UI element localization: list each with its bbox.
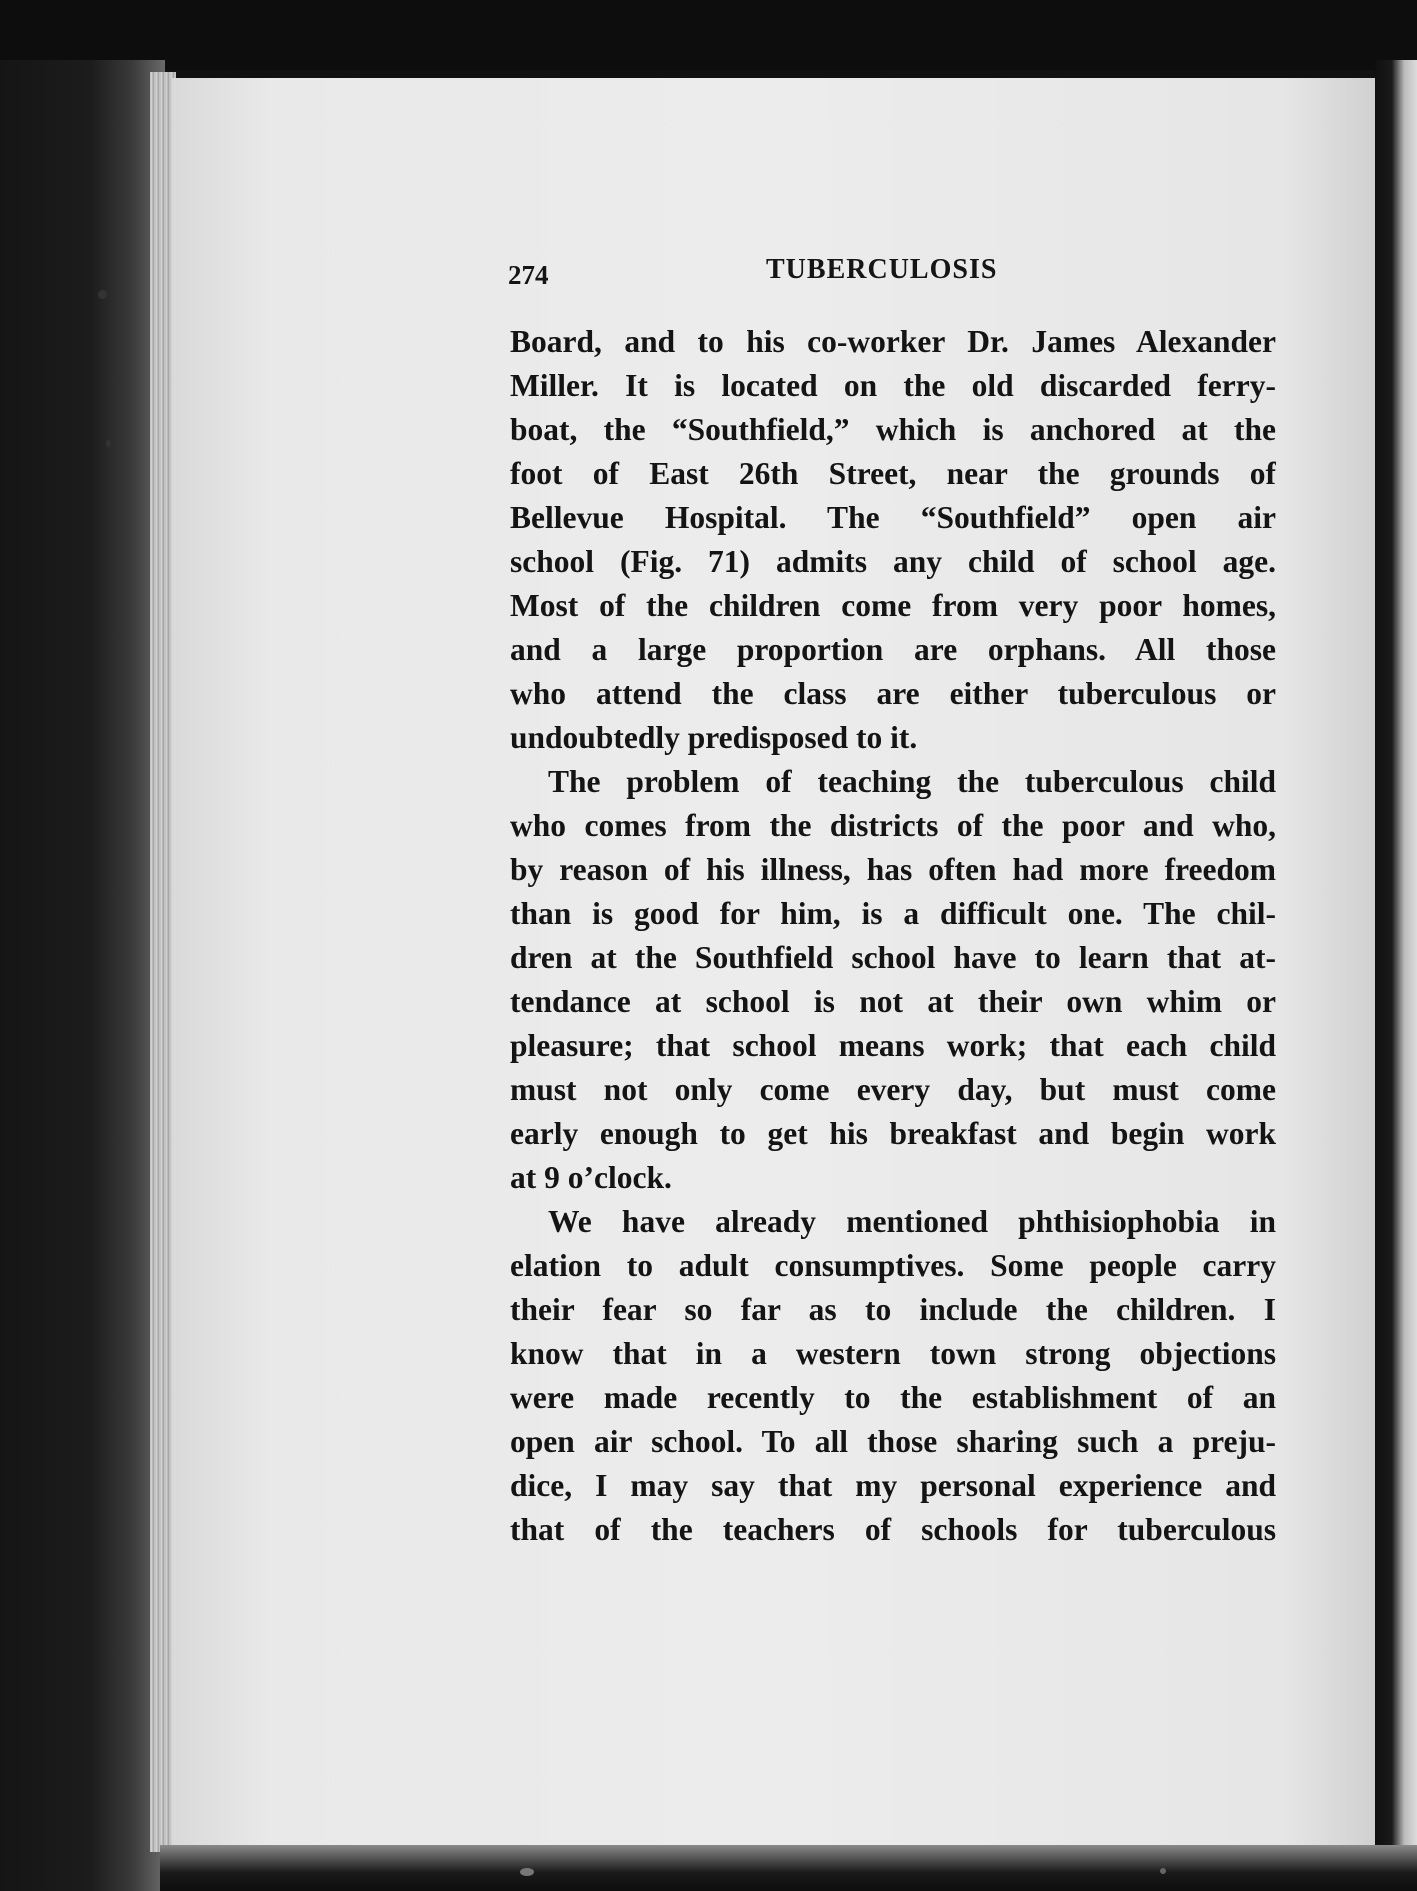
dust-speck [98,290,107,299]
text-line: tendance at school is not at their own whim or [510,984,1276,1019]
text-line: their fear so far as to include the children. I [510,1292,1276,1327]
text-line: elation to adult consumptives. Some people carry [510,1248,1276,1283]
text-line: pleasure; that school means work; that each child [510,1028,1276,1063]
text-line: The problem of teaching the tuberculous child [548,764,1276,799]
text-line: who comes from the districts of the poor and who, [510,808,1276,843]
page-header [508,254,1266,294]
text-line: We have already mentioned phthisiophobia in [548,1204,1276,1239]
text-line: Bellevue Hospital. The “Southfield” open air [510,500,1276,535]
running-head: TUBERCULOSIS [766,254,998,285]
scan-right-border [1375,60,1417,1891]
body-text [510,320,1276,1552]
text-line: school (Fig. 71) admits any child of school age. [510,544,1276,579]
page-number: 274 [508,260,549,290]
text-line: early enough to get his breakfast and begin work [510,1116,1276,1151]
dust-speck [1160,1868,1166,1874]
text-line: open air school. To all those sharing such a preju- [510,1424,1276,1459]
text-line: dren at the Southfield school have to learn that at- [510,940,1276,975]
scan-left-border [0,60,165,1891]
text-line: than is good for him, is a difficult one. The chil- [510,896,1276,931]
scan-bottom-border [160,1845,1417,1891]
text-line: who attend the class are either tuberculous or [510,676,1276,711]
text-line: were made recently to the establishment of an [510,1380,1276,1415]
text-line: must not only come every day, but must come [510,1072,1276,1107]
dust-speck [106,440,111,447]
text-line: dice, I may say that my personal experience and [510,1468,1276,1503]
text-line: by reason of his illness, has often had more freedom [510,852,1276,887]
text-line: Board, and to his co-worker Dr. James Alexander [510,324,1276,359]
dust-speck [520,1868,534,1876]
text-line: know that in a western town strong objections [510,1336,1276,1371]
scan-top-border [0,0,1417,70]
text-line: foot of East 26th Street, near the grounds of [510,456,1276,491]
text-line: that of the teachers of schools for tuberculous [510,1512,1276,1547]
text-line: and a large proportion are orphans. All those [510,632,1276,667]
text-line: undoubtedly predisposed to it. [510,720,918,755]
text-line: boat, the “Southfield,” which is anchored at the [510,412,1276,447]
text-line: Most of the children come from very poor homes, [510,588,1276,623]
text-line: at 9 o’clock. [510,1160,672,1195]
text-line: Miller. It is located on the old discarded ferry- [510,368,1276,403]
